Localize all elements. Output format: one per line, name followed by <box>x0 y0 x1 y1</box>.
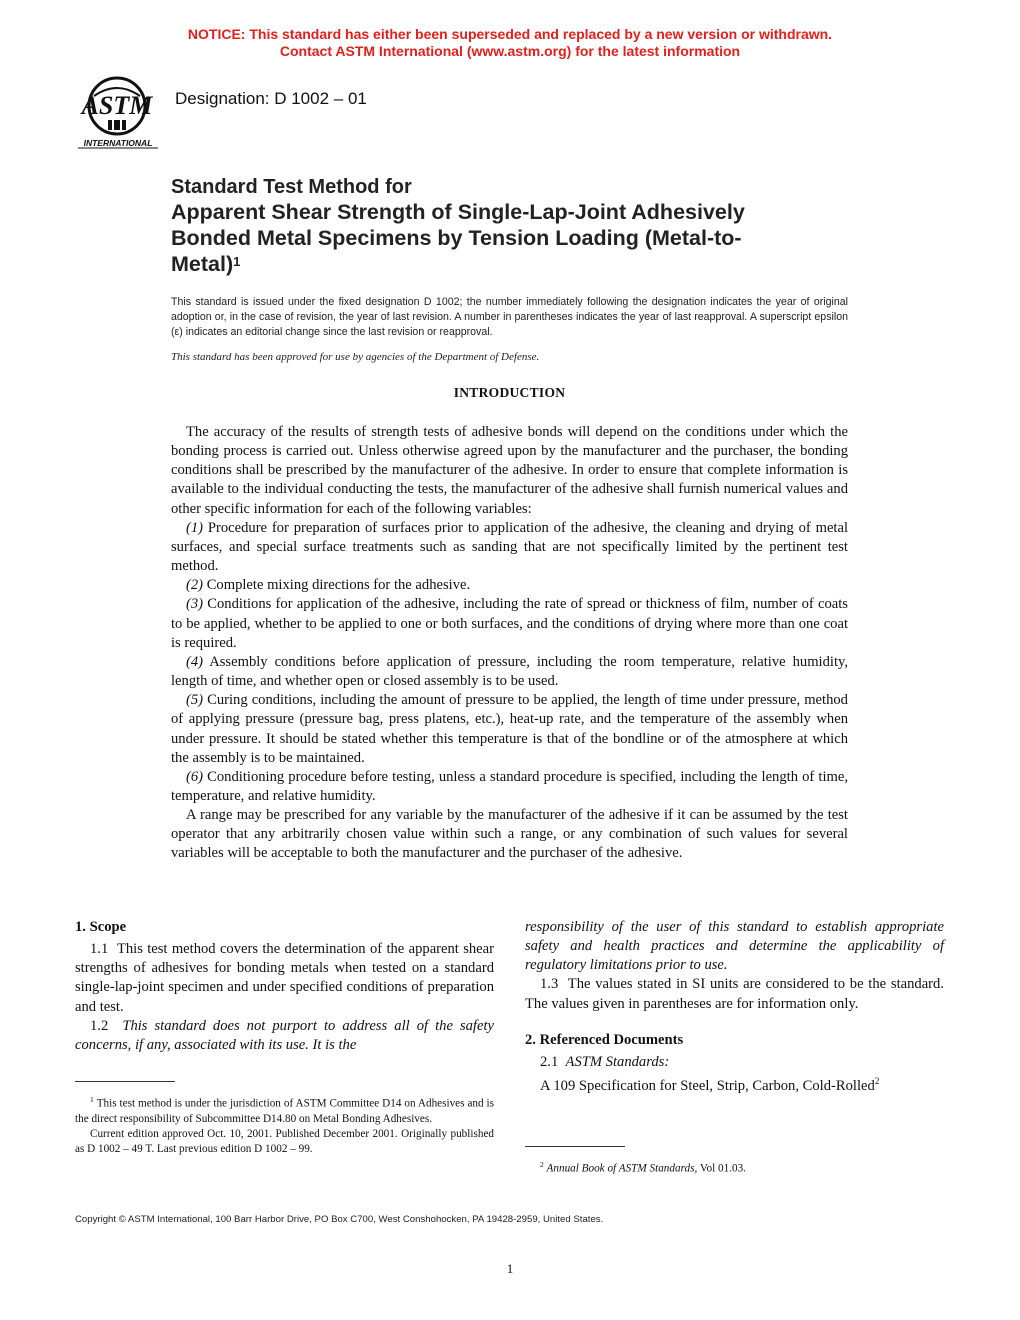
footnote-2 <box>525 1157 944 1177</box>
approved-note: This standard has been approved for use by agencies of the Department of Defense. <box>171 351 540 363</box>
intro-item-3 <box>171 595 848 652</box>
copyright: Copyright © ASTM International, 100 Barr Harbor Drive, PO Box C700, West Conshohocken, PA 19428-2959, United States. <box>75 1214 604 1225</box>
supersede-notice <box>0 26 1020 60</box>
footnote-number: 1 <box>90 1095 94 1104</box>
item-number: (3) <box>186 596 204 613</box>
intro-item-5 <box>171 691 848 768</box>
item-number: (6) <box>186 768 204 785</box>
section-text: ASTM Standards: <box>565 1053 670 1070</box>
intro-item-2 <box>171 576 848 595</box>
introduction-body <box>171 423 848 864</box>
intro-item-4 <box>171 653 848 691</box>
section-text: This test method covers the determination of the apparent shear strengths of adhesives for bonding metals when tested on a standard single-lap-joint specimen and under specified conditions of preparation and test. <box>75 941 494 1015</box>
intro-paragraph: The accuracy of the results of strength tests of adhesive bonds will depend on the conditions under which the bonding process is carried out. Unless otherwise agreed upon by the manufacturer and the purchaser, the bonding conditions shall be prescribed by the manufacturer of the adhesive. In order to ensure that complete information is available to the individual conducting the tests, the manufacturer of the adhesive shall furnish numerical values and other specific information for each of the following variables: <box>171 424 848 517</box>
section-2-1 <box>525 1053 944 1072</box>
astm-logo <box>72 74 162 150</box>
section-1-3 <box>525 975 944 1013</box>
section-number: 1.3 <box>540 976 559 993</box>
reference-text: A 109 Specification for Steel, Strip, Carbon, Cold-Rolled <box>540 1077 875 1094</box>
item-text: Conditioning procedure before testing, unless a standard procedure is specified, including the length of time, temperature, and relative humidity. <box>171 768 848 804</box>
footnote-rule-right <box>525 1146 625 1147</box>
section-number: 1.1 <box>90 941 109 958</box>
title-line-3: Bonded Metal Specimens by Tension Loading (Metal-to- <box>171 226 742 250</box>
footnotes-left <box>75 1092 494 1157</box>
footnote-rule-left <box>75 1081 175 1082</box>
section-1-1 <box>75 940 494 1017</box>
section-1-2-continued: responsibility of the user of this standard to establish appropriate safety and health practices and determine the applicability of regulatory limitations prior to use. <box>525 919 944 974</box>
footnote-text: , Vol 01.03. <box>694 1162 746 1175</box>
item-text: Complete mixing directions for the adhesive. <box>206 577 471 594</box>
footnote-1b: Current edition approved Oct. 10, 2001. Published December 2001. Originally published as D 1002 – 49 T. Last previous edition D 1002 – 99. <box>75 1127 494 1155</box>
footnote-1 <box>75 1092 494 1127</box>
section-text: This standard does not purport to address all of the safety concerns, if any, associated with its use. It is the <box>75 1017 494 1053</box>
intro-closing-paragraph: A range may be prescribed for any variable by the manufacturer of the adhesive if it can be assumed by the test operator that any arbitrarily chosen value within such a range, or any combination of such values for several variables will be acceptable to both the manufacturer and the purchaser of the adhesive. <box>171 807 848 862</box>
scope-heading: 1. Scope <box>75 919 127 935</box>
section-text: The values stated in SI units are considered to be the standard. The values given in parentheses are for information only. <box>525 976 944 1012</box>
intro-item-1 <box>171 519 848 576</box>
logo-text: ASTM <box>81 91 153 120</box>
issued-note: This standard is issued under the fixed designation D 1002; the number immediately following the designation indicates the year of original adoption or, in the case of revision, the year of last revision. A number in parentheses indicates the year of last reapproval. A superscript epsilon (ε) indicates an editorial change since the last revision or reapproval. <box>171 296 848 338</box>
referenced-documents-heading: 2. Referenced Documents <box>525 1031 684 1048</box>
notice-line-1: NOTICE: This standard has either been superseded and replaced by a new version or withdrawn. <box>187 26 833 42</box>
item-text: Procedure for preparation of surfaces prior to application of the adhesive, the cleaning and drying of metal surfaces, and special surface treatments such as sanding that are not specifically limited by the pertinent test method. <box>171 519 849 575</box>
item-number: (2) <box>186 577 204 594</box>
column-right <box>525 918 944 1096</box>
title-line-2: Apparent Shear Strength of Single-Lap-Joint Adhesively <box>171 200 745 224</box>
section-number: 2.1 <box>540 1053 559 1070</box>
logo-subtext: INTERNATIONAL <box>83 138 153 148</box>
title-line-1: Standard Test Method for <box>171 176 412 198</box>
footnote-italic: Annual Book of ASTM Standards <box>546 1162 695 1175</box>
column-left <box>75 918 494 1055</box>
footnotes-right <box>525 1157 944 1177</box>
page-number: 1 <box>506 1261 514 1276</box>
item-number: (4) <box>186 653 204 670</box>
item-number: (5) <box>186 692 204 709</box>
reference-a109 <box>525 1072 944 1096</box>
footnote-text: This test method is under the jurisdiction of ASTM Committee D14 on Adhesives and is the direct responsibility of Subcommittee D14.80 on Metal Bonding Adhesives. <box>75 1097 495 1125</box>
footnote-number: 2 <box>540 1160 544 1169</box>
title-footnote-ref: 1 <box>233 254 241 269</box>
footnote-ref: 2 <box>874 1076 880 1087</box>
section-number: 1.2 <box>90 1017 109 1034</box>
notice-line-2: Contact ASTM International (www.astm.org) for the latest information <box>279 43 741 59</box>
item-text: Conditions for application of the adhesive, including the rate of spread or thickness of film, number of coats to be applied, whether to be applied to one or both surfaces, and the conditions of drying where more than one coat is required. <box>171 596 848 651</box>
item-text: Curing conditions, including the amount of pressure to be applied, the length of time under pressure, method of applying pressure (pressure bag, press platens, etc.), heat-up rate, and the temperature of the assembly when under pressure. It should be stated whether this temperature is that of the bondline or of the atmosphere at which the assembly is to be maintained. <box>171 692 848 766</box>
astm-logo-icon <box>72 74 162 150</box>
item-number: (1) <box>186 519 204 536</box>
title-line-4: Metal) <box>171 252 234 276</box>
intro-item-6 <box>171 768 848 806</box>
section-1-2 <box>75 1017 494 1055</box>
introduction-heading: INTRODUCTION <box>453 385 566 400</box>
document-title <box>171 175 851 277</box>
designation: Designation: D 1002 – 01 <box>175 89 367 108</box>
item-text: Assembly conditions before application of pressure, including the room temperature, relative humidity, length of time, and whether open or closed assembly is to be used. <box>171 653 848 690</box>
